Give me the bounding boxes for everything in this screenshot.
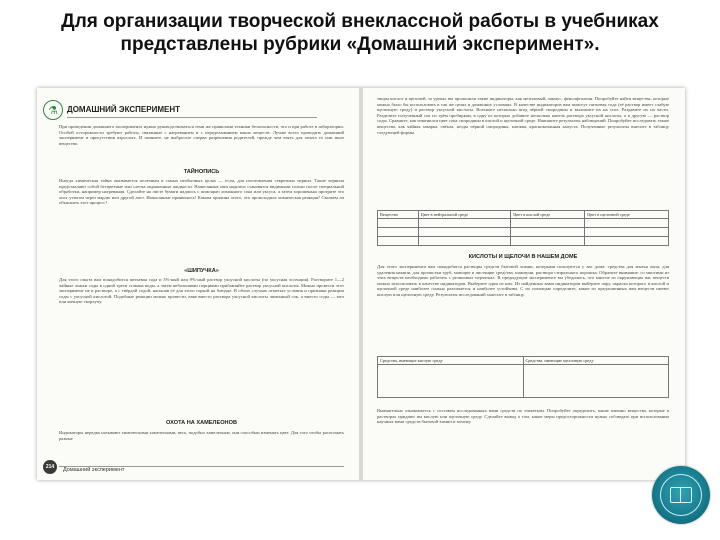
table-row	[378, 228, 669, 237]
section-title: ДОМАШНИЙ ЭКСПЕРИМЕНТ	[67, 105, 180, 114]
table-header-cell: Цвет в нейтральной среде	[418, 211, 511, 219]
subsection-title-3: ОХОТА НА ХАМЕЛЕОНОВ	[166, 420, 237, 426]
table-header-cell: Цвет в щелочной среде	[585, 211, 669, 219]
subsection-title-2: «ШИПУЧКА»	[184, 268, 219, 274]
table-row	[378, 219, 669, 228]
subsection-body-1	[59, 178, 344, 206]
footer-label: Домашний эксперимент	[63, 467, 125, 473]
subsection-body-2	[59, 277, 344, 305]
subsection-body-3	[59, 430, 344, 441]
heading-divider	[67, 117, 317, 118]
household-table	[377, 356, 669, 398]
textbook-spread-image	[37, 88, 685, 480]
table-row	[378, 211, 669, 219]
page-number-badge: 214	[43, 460, 57, 474]
intro-text: При проведении домашнего эксперимента нужно руководствоваться теми же правилами техники безопасности, что и при работе в лаборатории. Особой осторожности требуют работы, связанные с нагреванием и с переделыванием каких веществ. Лучше всего проводить домашний эксперимент в присутствии взрослых. И помните, не выбросьте сперва разрешения родителей, прежде чем взять для опыта то или иное вещество.	[59, 124, 344, 146]
right-top-text: творы кислот и щелочей, за уроках вы пропилили такие индикаторы, как метиловый, лакмус, фенолфталеин. Попробуйте найти вещества, которые можно было бы использовать в так же целях в домашних условиях. В качестве индикаторов вам помогут питьевая сода (её раствор имеет слабую щелочную среду) и раствор уксусной кислоты. Возьмите несколько ягод чёрной смородины и выложите их на стол. Раздавите их на части. Разделите полученный сок по трём пробиркам, в одну из которых добавьте несколько капель раствора уксусной кислоты, а в другую — раствор соды. Сравните, как изменился цвет сока смородины в кислой и щелочной среде. Напишите результаты наблюдений. Попробуйте исследовать также вещества, как чайная заварка, свёкла, ягоды чёрной смородины, клюква, краснокочанная капуста. Полученные результаты внесите в таблицу следующей формы.	[377, 96, 669, 135]
table-header-cell: Вещество	[378, 211, 419, 219]
slide-title-line-1: Для организации творческой внеклассной работы в учебниках	[61, 11, 659, 32]
flask-icon: ⚗	[43, 100, 63, 120]
open-book-icon	[670, 487, 692, 503]
intro-paragraph	[59, 124, 344, 146]
subsection-body-4	[377, 264, 669, 298]
subsection-text-1: Иногда химическая тайна оказывается полезным в самых необычных целях — если, для изготовления секретных чернил. Такие чернила представляют собой бесцветные или слегка окрашенные жидкости. Написанные ими надписи становятся видимыми только после специальной обработки, например нагревания. Сделайте на листе бумаги надпись с помощью лимонного сока или уксуса, а затем хорошенько протрите это лист утюгом через марлю или другой лист. Написанные проявились! Какова причина этого, что происходила химическая реакция? Сможем ли объяснить этот процесс?	[59, 178, 344, 206]
closing-text: Внимательно ознакомьтесь с составом исследованных вами средств по этикеткам. Попробуйте определить, какие именно вещества, которые в растворах придают им кислую или щелочную среду. Сделайте вывод о том, какие меры предосторожности нужно соблюдать при использовании научных вами средств бытовой химии и почему.	[377, 408, 669, 425]
right-top-paragraph	[377, 96, 669, 135]
slide-title-line-2: представлены рубрики «Домашний эксперимент».	[120, 34, 600, 55]
table-row	[378, 365, 669, 398]
indicator-table	[377, 210, 669, 246]
subsection-text-2: Для этого опыта вам понадобится питьевая сода и 3%-ный или 9%-ный раствор уксусной кислоты (по уксусная эссенция). Растворите 1—2 чайные ложки соды в одной трети стакана воды, а затем небольшими порциями прибавляйте раствор уксусной кислоты. Можно провести этот эксперимент не в растворе, а с твёрдой содой, насыпав её для этого горкой на блюдце. В обоих случаях отметьте условия и признаки реакции соды с уксусной кислотой. Подобные реакции можно провести, взяв вместо раствора уксусной кислоты лимонный сок, а вместо соды — мел или яичную скорлупу.	[59, 277, 344, 305]
subsection-title-1: ТАЙНОПИСЬ	[183, 169, 220, 175]
publisher-emblem-icon	[652, 466, 710, 524]
subsection-title-4: КИСЛОТЫ И ЩЕЛОЧИ В НАШЕМ ДОМЕ	[468, 254, 578, 260]
table-row	[378, 357, 669, 365]
subsection-text-3: Индикаторы нередко называют химическими хамелеонами, весь, подобно хамелеонам, они способны изменять цвет. Для того чтобы распознать разные	[59, 430, 344, 441]
emblem-ring	[660, 474, 702, 516]
table-row	[378, 237, 669, 246]
left-page	[37, 88, 359, 480]
slide-title	[0, 10, 720, 56]
right-page	[363, 88, 685, 480]
table-header-cell: Средства, имеющие щелочную среду	[523, 357, 669, 365]
closing-paragraph	[377, 408, 669, 425]
table-header-cell: Цвет в кислой среде	[511, 211, 585, 219]
table-header-cell: Средства, имеющие кислую среду	[378, 357, 524, 365]
subsection-text-4: Для этого эксперимента вам понадобятся растворы средств бытовой химии, которыми пользуются у вас дома: средства для мытья окон, для удаления накипи, для прочистки труб, моющие и чистящие средства, шампуни, раствора стирального порошка. Обратите внимание: со многими из этих веществ необходимо работать с резиновых перчатках. В предыдущем эксперименте вы убедились, что многие из окружающих вас веществ можно использовать в качестве индикаторов. Выберите один из них. Из найденных вами индикаторов выберите пару, окраска которого в кислой и щелочной среде наиболее сильно различается и наиболее устойчива. С их помощью определите, какие из предложенных вам веществ имеют кислую или щелочную среду. Результаты исследований занесите в таблицу.	[377, 264, 669, 297]
